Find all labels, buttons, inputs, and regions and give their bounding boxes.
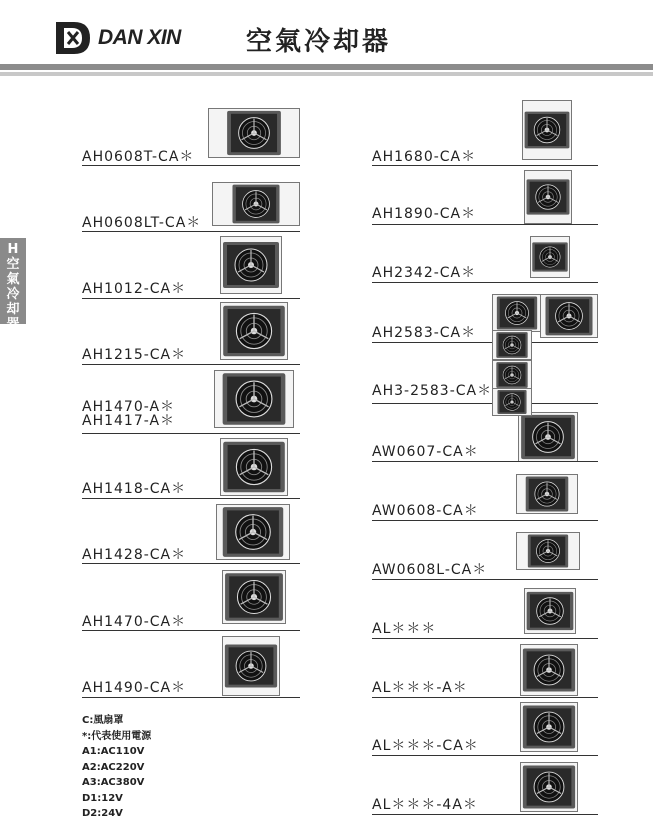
- model-label: AH1890-CA＊: [372, 206, 477, 222]
- legend-line: A1:AC110V: [82, 746, 145, 757]
- row-divider: [82, 165, 300, 166]
- model-label: AH2583-CA＊: [372, 325, 477, 341]
- product-photo: [520, 702, 578, 752]
- product-photo: [520, 762, 578, 812]
- fan-cooler-icon: [521, 703, 577, 751]
- side-category-tab: [0, 238, 26, 332]
- legend-line: D1:12V: [82, 792, 123, 804]
- model-label: AH1680-CA＊: [372, 149, 477, 165]
- model-label: AH1215-CA＊: [82, 347, 187, 363]
- legend-line: C:風扇罩: [82, 715, 124, 726]
- product-photo: [516, 474, 578, 514]
- fan-cooler-icon: [493, 295, 541, 331]
- model-label: AH0608LT-CA＊: [82, 215, 202, 231]
- row-divider: [82, 630, 300, 631]
- product-photo: [492, 360, 532, 390]
- model-label: AW0608L-CA＊: [372, 562, 488, 578]
- model-label: AL＊＊＊-A＊: [372, 680, 468, 696]
- product-photo: [522, 100, 572, 160]
- row-divider: [372, 461, 598, 462]
- row-divider: [82, 697, 300, 698]
- fan-cooler-icon: [531, 237, 569, 277]
- side-tab-char: H: [7, 242, 19, 257]
- model-label: AL＊＊＊-CA＊: [372, 738, 479, 754]
- product-photo: [208, 108, 300, 158]
- row-divider: [372, 579, 598, 580]
- row-divider: [82, 231, 300, 232]
- fan-cooler-icon: [521, 763, 577, 811]
- brand-name: DAN XIN: [98, 26, 181, 49]
- model-label: AH1490-CA＊: [82, 680, 187, 696]
- product-photo: [212, 182, 300, 226]
- fan-cooler-icon: [221, 439, 287, 495]
- legend-line: *:代表使用電源: [82, 730, 152, 742]
- fan-cooler-icon: [209, 109, 299, 157]
- product-photo: [214, 370, 294, 428]
- model-label: AH1012-CA＊: [82, 281, 187, 297]
- model-label: AH0608T-CA＊: [82, 149, 195, 165]
- page-title: 空氣冷却器: [246, 27, 392, 57]
- fan-cooler-icon: [525, 171, 571, 223]
- product-photo: [222, 570, 286, 624]
- row-divider: [372, 638, 598, 639]
- product-photo: [216, 504, 290, 560]
- fan-cooler-icon: [221, 237, 281, 293]
- model-label: AL＊＊＊: [372, 621, 437, 637]
- row-divider: [372, 342, 598, 343]
- side-tab-char: 空: [6, 257, 20, 272]
- product-photo: [540, 294, 598, 338]
- legend-line: D2:24V: [82, 808, 123, 819]
- product-photo: [220, 236, 282, 294]
- fan-cooler-icon: [523, 101, 571, 159]
- model-label: AL＊＊＊-4A＊: [372, 797, 478, 813]
- row-divider: [372, 403, 598, 404]
- row-divider: [82, 298, 300, 299]
- fan-cooler-icon: [525, 589, 575, 633]
- fan-cooler-icon: [521, 645, 577, 695]
- side-tab-char: 器: [6, 317, 20, 332]
- fan-cooler-icon: [541, 295, 597, 337]
- model-label: AH1417-A＊: [82, 413, 176, 429]
- row-divider: [372, 224, 598, 225]
- row-divider: [82, 563, 300, 564]
- row-divider: [372, 697, 598, 698]
- row-divider: [372, 165, 598, 166]
- fan-cooler-icon: [221, 303, 287, 359]
- row-divider: [82, 364, 300, 365]
- fan-cooler-icon: [215, 371, 293, 427]
- fan-cooler-icon: [223, 637, 279, 695]
- side-tab-char: 却: [6, 302, 20, 317]
- product-photo: [220, 438, 288, 496]
- fan-cooler-icon: [493, 389, 531, 415]
- header-divider-light: [0, 72, 653, 76]
- product-photo: [518, 412, 578, 462]
- header-divider: [0, 64, 653, 70]
- row-divider: [372, 755, 598, 756]
- power-legend: [82, 713, 151, 822]
- model-label: AH1418-CA＊: [82, 481, 187, 497]
- legend-line: A2:AC220V: [82, 761, 145, 773]
- fan-cooler-icon: [517, 533, 579, 569]
- product-photo: [492, 388, 532, 416]
- product-photo: [530, 236, 570, 278]
- model-label: AH3-2583-CA＊: [372, 383, 493, 399]
- product-photo: [492, 330, 532, 360]
- fan-cooler-icon: [217, 505, 289, 559]
- fan-cooler-icon: [493, 361, 531, 389]
- product-photo: [492, 294, 542, 332]
- fan-cooler-icon: [223, 571, 285, 623]
- row-divider: [372, 282, 598, 283]
- model-label: AW0608-CA＊: [372, 503, 479, 519]
- product-photo: [524, 170, 572, 224]
- model-label: AH2342-CA＊: [372, 265, 477, 281]
- product-photo: [220, 302, 288, 360]
- model-label: AH1470-A＊: [82, 399, 176, 415]
- row-divider: [372, 814, 598, 815]
- row-divider: [82, 498, 300, 499]
- side-tab-char: 氣: [6, 272, 20, 287]
- row-divider: [372, 520, 598, 521]
- row-divider: [82, 433, 300, 434]
- product-photo: [524, 588, 576, 634]
- product-photo: [222, 636, 280, 696]
- product-photo: [516, 532, 580, 570]
- fan-cooler-icon: [517, 475, 577, 513]
- legend-line: A3:AC380V: [82, 777, 145, 788]
- dx-logo-icon: [52, 18, 96, 58]
- model-label: AH1428-CA＊: [82, 547, 187, 563]
- model-label: AW0607-CA＊: [372, 444, 479, 460]
- fan-cooler-icon: [493, 331, 531, 359]
- fan-cooler-icon: [519, 413, 577, 461]
- side-tab-char: 冷: [6, 287, 20, 302]
- product-photo: [520, 644, 578, 696]
- model-label: AH1470-CA＊: [82, 614, 187, 630]
- fan-cooler-icon: [213, 183, 299, 225]
